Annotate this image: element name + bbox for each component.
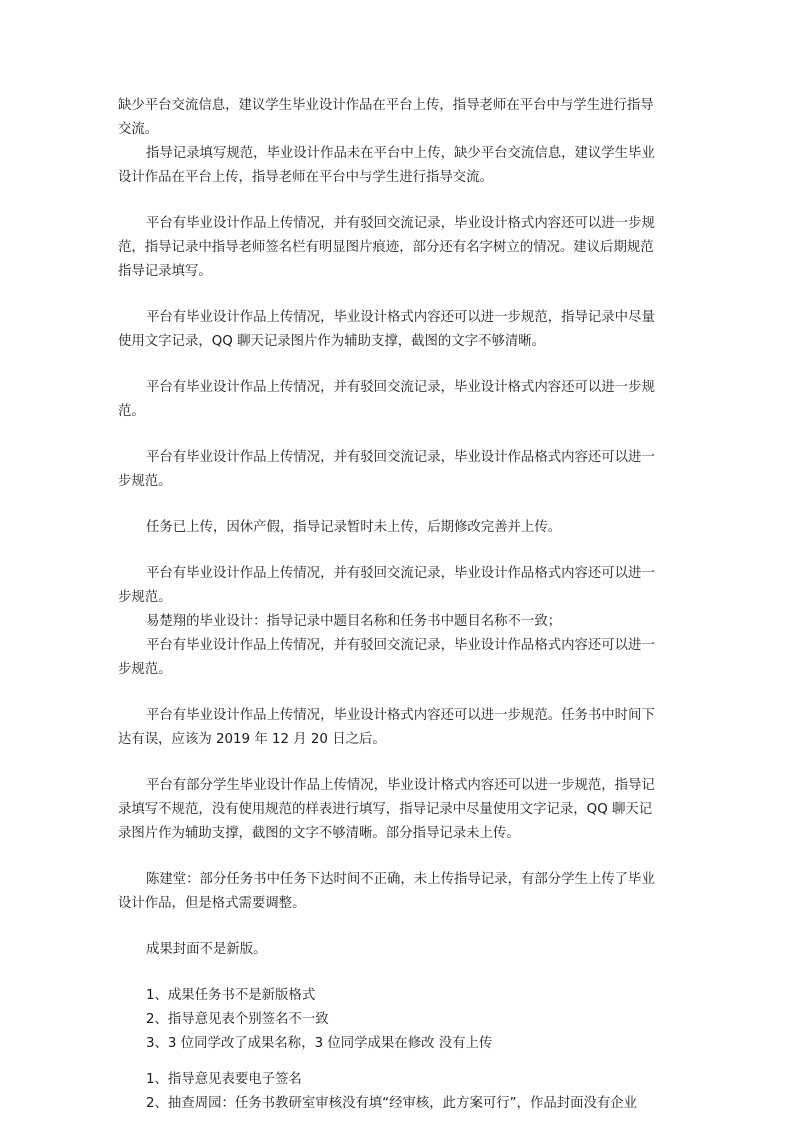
- text-line: 交流。: [118, 122, 159, 137]
- text-line: 陈建堂：部分任务书中任务下达时间不正确，未上传指导记录，有部分学生上传了毕业: [146, 872, 655, 887]
- text-line: 平台有毕业设计作品上传情况，并有驳回交流记录，毕业设计作品格式内容还可以进一: [146, 638, 655, 653]
- text-line: 录填写不规范，没有使用规范的样表进行填写，指导记录中尽量使用文字记录，QQ 聊天记: [118, 802, 653, 817]
- list-item: 2、抽查周园：任务书教研室审核没有填“经审核，此方案可行”，作品封面没有企业: [146, 1096, 638, 1111]
- text-line: 平台有毕业设计作品上传情况，并有驳回交流记录，毕业设计作品格式内容还可以进一: [146, 450, 655, 465]
- text-line: 指导记录填写。: [118, 264, 212, 279]
- text-line: 平台有毕业设计作品上传情况，并有驳回交流记录，毕业设计作品格式内容还可以进一: [146, 566, 655, 581]
- text-line: 范。: [118, 404, 145, 419]
- text-line: 平台有毕业设计作品上传情况，毕业设计格式内容还可以进一步规范，指导记录中尽量: [146, 310, 655, 325]
- text-line: 步规范。: [118, 590, 172, 605]
- text-line: 平台有毕业设计作品上传情况，毕业设计格式内容还可以进一步规范。任务书中时间下: [146, 708, 655, 723]
- text-line: 步规范。: [118, 474, 172, 489]
- text-line: 设计作品，但是格式需要调整。: [118, 896, 306, 911]
- text-line: 平台有毕业设计作品上传情况，并有驳回交流记录，毕业设计格式内容还可以进一步规: [146, 380, 655, 395]
- list-item: 2、指导意见表个别签名不一致: [146, 1012, 329, 1027]
- text-line: 范，指导记录中指导老师签名栏有明显图片痕迹，部分还有名字树立的情况。建议后期规范: [118, 240, 654, 255]
- text-line: 达有误，应该为 2019 年 12 月 20 日之后。: [118, 732, 386, 747]
- text-line: 平台有部分学生毕业设计作品上传情况，毕业设计格式内容还可以进一步规范，指导记: [146, 778, 655, 793]
- text-line: 平台有毕业设计作品上传情况，并有驳回交流记录，毕业设计格式内容还可以进一步规: [146, 216, 655, 231]
- list-item: 3、3 位同学改了成果名称，3 位同学成果在修改 没有上传: [146, 1036, 493, 1051]
- text-line: 任务已上传，因休产假，指导记录暂时未上传，后期修改完善并上传。: [146, 520, 562, 535]
- text-line: 成果封面不是新版。: [146, 942, 267, 957]
- text-line: 缺少平台交流信息，建议学生毕业设计作品在平台上传，指导老师在平台中与学生进行指导: [118, 98, 654, 113]
- text-line: 易楚翔的毕业设计：指导记录中题目名称和任务书中题目名称不一致；: [146, 614, 562, 629]
- text-line: 步规范。: [118, 662, 172, 677]
- text-line: 设计作品在平台上传，指导老师在平台中与学生进行指导交流。: [118, 170, 493, 185]
- text-line: 录图片作为辅助支撑，截图的文字不够清晰。部分指导记录未上传。: [118, 826, 520, 841]
- text-line: 使用文字记录，QQ 聊天记录图片作为辅助支撑，截图的文字不够清晰。: [118, 334, 546, 349]
- list-item: 1、成果任务书不是新版格式: [146, 988, 316, 1003]
- text-line: 指导记录填写规范，毕业设计作品未在平台中上传，缺少平台交流信息，建议学生毕业: [146, 146, 655, 161]
- list-item: 1、指导意见表要电子签名: [146, 1072, 302, 1087]
